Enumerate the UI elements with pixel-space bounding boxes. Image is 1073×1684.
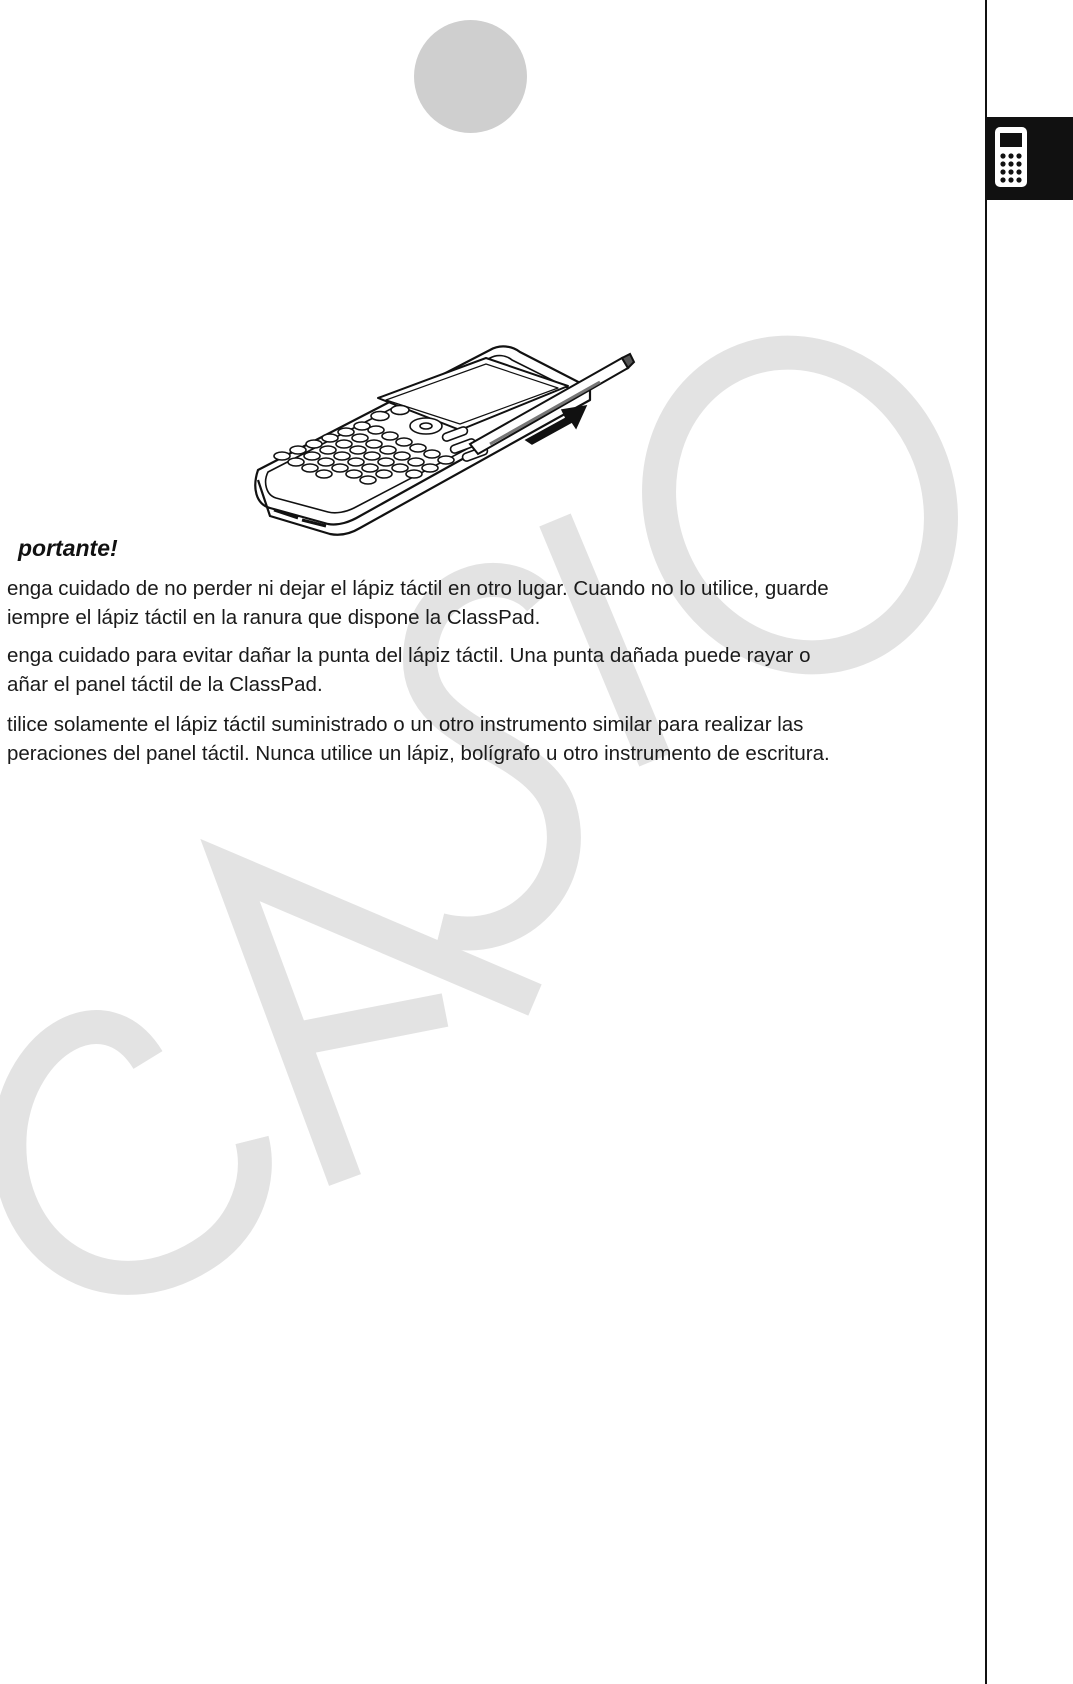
- page-edge-line: [985, 0, 987, 1684]
- important-heading: portante!: [18, 535, 118, 561]
- note-item: [7, 574, 829, 632]
- note-item: [7, 710, 830, 768]
- punch-hole-dot: [414, 20, 527, 133]
- calculator-icon: [993, 125, 1029, 189]
- note-line: enga cuidado de no perder ni dejar el lápiz táctil en otro lugar. Cuando no lo utilice, guarde: [7, 577, 829, 600]
- note-item: [7, 641, 810, 699]
- note-line: tilice solamente el lápiz táctil suministrado o un otro instrumento similar para realizar las: [7, 713, 804, 736]
- note-line: añar el panel táctil de la ClassPad.: [7, 673, 323, 696]
- note-line: enga cuidado para evitar dañar la punta del lápiz táctil. Una punta dañada puede rayar o: [7, 644, 811, 667]
- note-line: peraciones del panel táctil. Nunca utilice un lápiz, bolígrafo u otro instrumento de escritura.: [7, 742, 830, 765]
- chapter-tab: [987, 117, 1073, 200]
- note-line: iempre el lápiz táctil en la ranura que dispone la ClassPad.: [7, 606, 541, 629]
- classpad-stylus-illustration: [250, 340, 640, 540]
